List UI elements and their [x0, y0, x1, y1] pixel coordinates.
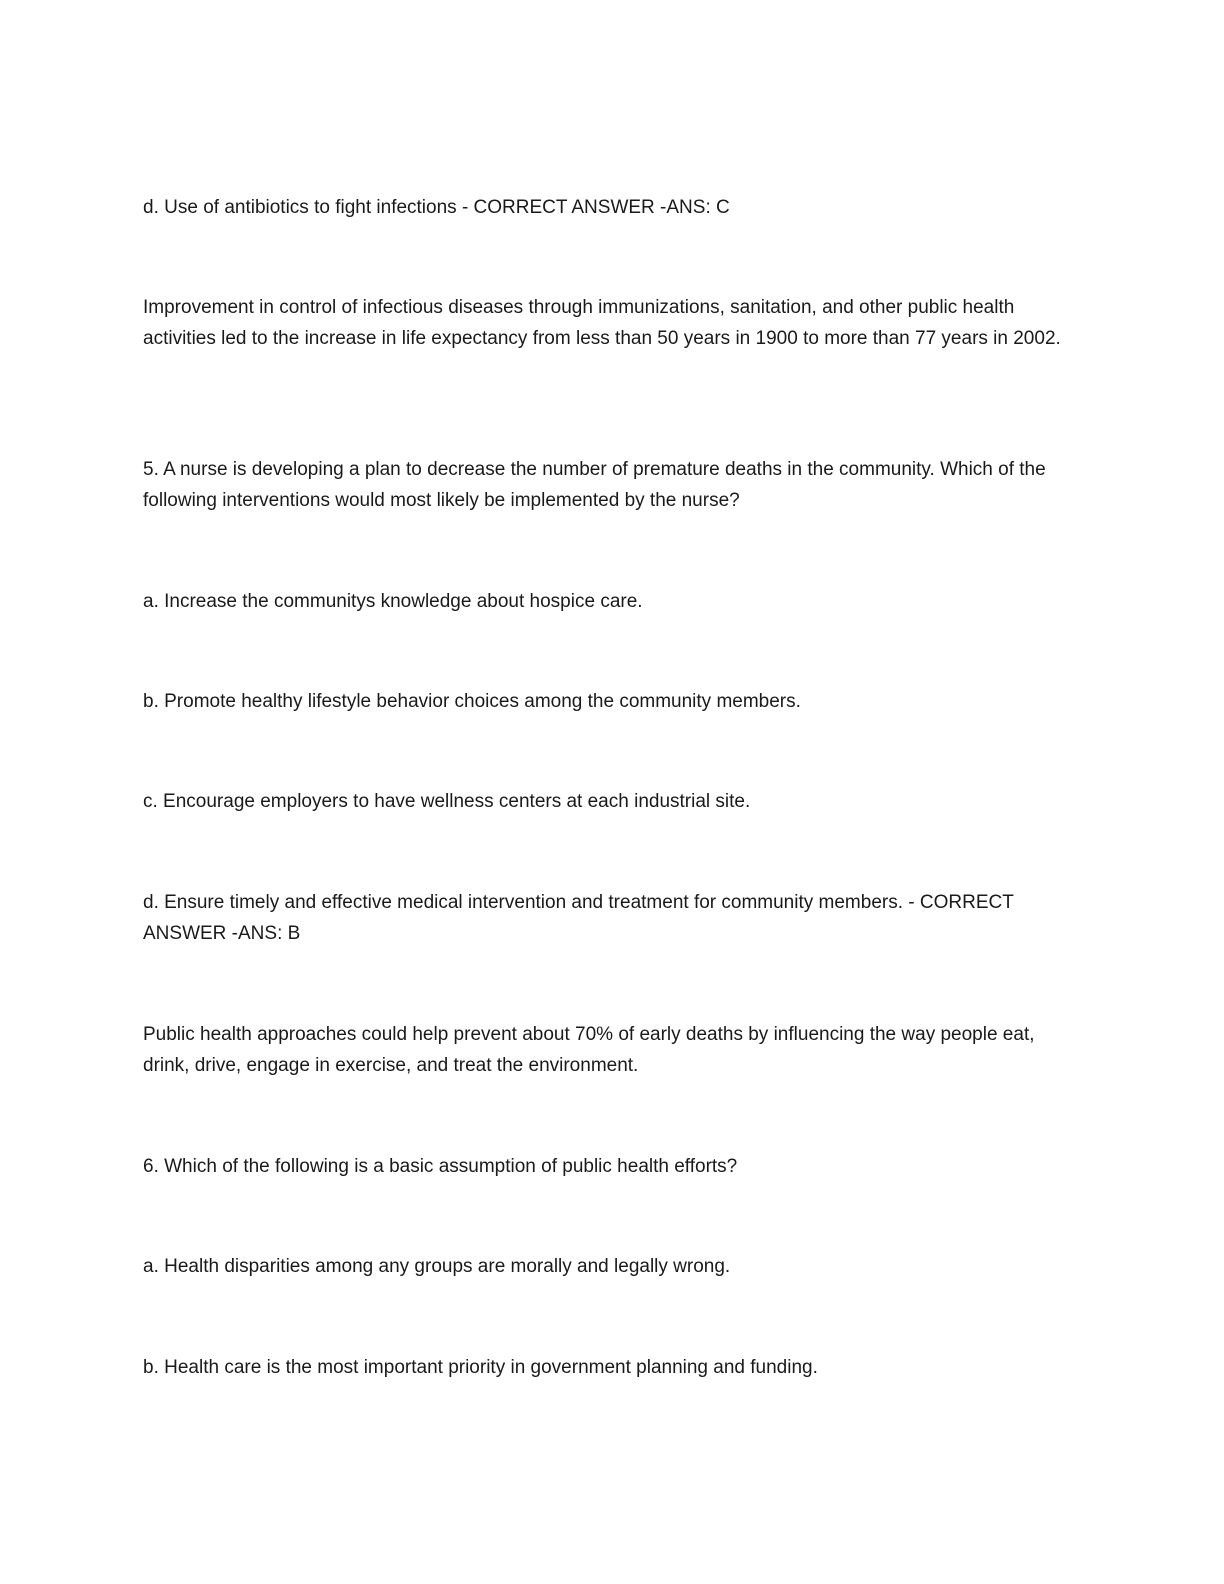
question-5: 5. A nurse is developing a plan to decrease the number of premature deaths in the community. Which of the following interventions would most likely be implemented by the nurse? [143, 459, 1046, 511]
answer-option-d-q5: d. Ensure timely and effective medical intervention and treatment for community members. - CORRECT ANSWER -ANS: B [143, 892, 1014, 944]
answer-option-b-q6: b. Health care is the most important priority in government planning and funding. [143, 1357, 818, 1378]
answer-option-b-q5: b. Promote healthy lifestyle behavior choices among the community members. [143, 691, 801, 712]
answer-option-a-q6: a. Health disparities among any groups are morally and legally wrong. [143, 1256, 731, 1277]
answer-option-c-q5: c. Encourage employers to have wellness centers at each industrial site. [143, 791, 751, 812]
question-6: 6. Which of the following is a basic assumption of public health efforts? [143, 1156, 738, 1177]
answer-option-a-q5: a. Increase the communitys knowledge about hospice care. [143, 591, 643, 612]
answer-option-d-q4: d. Use of antibiotics to fight infections - CORRECT ANSWER -ANS: C [143, 197, 730, 218]
rationale-q5: Public health approaches could help prevent about 70% of early deaths by influencing the way people eat, drink, drive, engage in exercise, and treat the environment. [143, 1024, 1035, 1076]
rationale-q4: Improvement in control of infectious diseases through immunizations, sanitation, and other public health activities led to the increase in life expectancy from less than 50 years in 1900 to more than 77 years in 2002. [143, 297, 1061, 349]
